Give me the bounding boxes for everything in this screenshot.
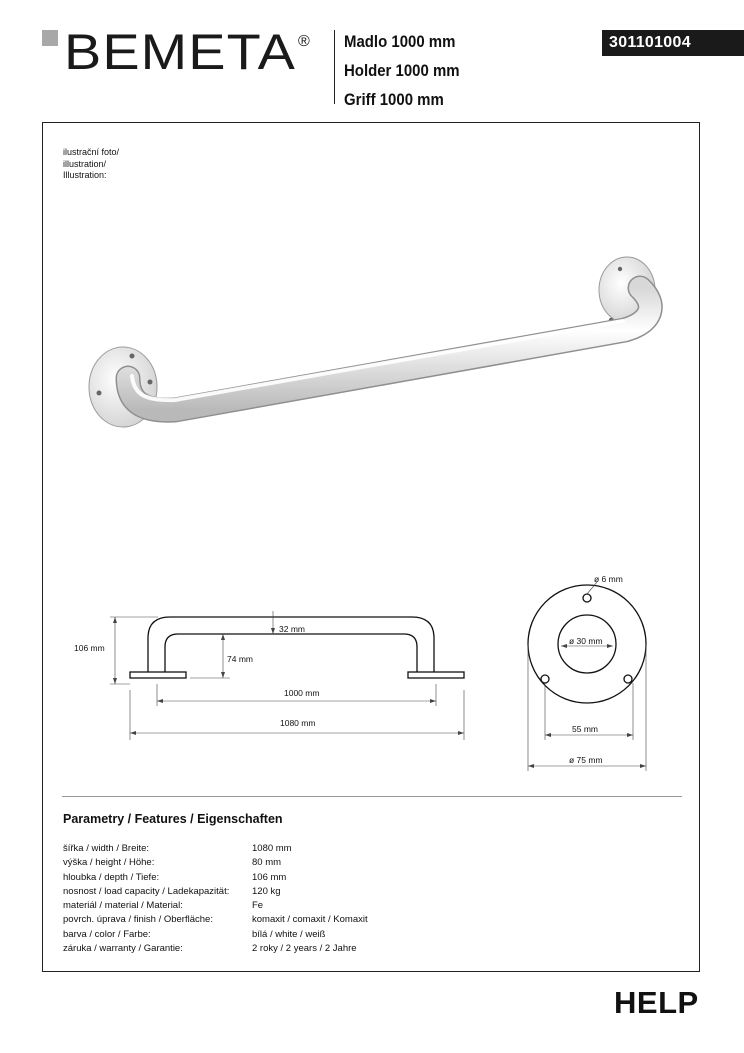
spec-row bbox=[63, 942, 368, 956]
title-en: Holder 1000 mm bbox=[344, 61, 460, 80]
dim-total-width: 1080 mm bbox=[280, 718, 316, 728]
header-divider bbox=[334, 30, 335, 104]
side-view-drawing bbox=[60, 600, 480, 750]
spec-row bbox=[63, 856, 368, 870]
spec-value: bílá / white / weiß bbox=[252, 928, 326, 940]
registered-mark: ® bbox=[298, 33, 310, 50]
dim-inner-height: 74 mm bbox=[227, 654, 253, 664]
features-table bbox=[63, 842, 368, 956]
dim-outer-diameter: ø 75 mm bbox=[569, 755, 603, 765]
spec-row bbox=[63, 899, 368, 913]
spec-key: hloubka / depth / Tiefe: bbox=[63, 871, 160, 883]
spec-key: nosnost / load capacity / Ladekapazität: bbox=[63, 885, 230, 897]
spec-value: Fe bbox=[252, 900, 264, 912]
product-illustration bbox=[80, 250, 670, 440]
title-de: Griff 1000 mm bbox=[344, 90, 444, 109]
illustration-note bbox=[63, 147, 119, 182]
series-name: HELP bbox=[614, 985, 699, 1020]
spec-row bbox=[63, 871, 368, 885]
spec-key: povrch. úprava / finish / Oberfläche: bbox=[63, 914, 213, 926]
title-cz: Madlo 1000 mm bbox=[344, 32, 456, 51]
illustration-note-en: illustration/ bbox=[63, 158, 107, 169]
dim-hole-spacing: 55 mm bbox=[572, 724, 598, 734]
plate-view-drawing bbox=[515, 565, 675, 780]
dim-hole: ø 6 mm bbox=[594, 574, 623, 584]
spec-key: materiál / material / Material: bbox=[63, 900, 183, 912]
spec-key: barva / color / Farbe: bbox=[63, 928, 151, 940]
brand-wordmark: BEMETA bbox=[64, 26, 296, 74]
spec-value: 2 roky / 2 years / 2 Jahre bbox=[252, 943, 357, 955]
product-titles bbox=[344, 27, 460, 114]
spec-value: 1080 mm bbox=[252, 843, 292, 854]
spec-value: 106 mm bbox=[252, 871, 287, 883]
spec-key: výška / height / Höhe: bbox=[63, 857, 155, 869]
illustration-note-cz: ilustrační foto/ bbox=[63, 147, 120, 157]
spec-key: záruka / warranty / Garantie: bbox=[63, 943, 183, 955]
spec-value: 120 kg bbox=[252, 885, 281, 897]
illustration-note-de: Illustration: bbox=[63, 170, 107, 180]
spec-row bbox=[63, 913, 368, 927]
spec-row bbox=[63, 928, 368, 942]
spec-value: komaxit / comaxit / Komaxit bbox=[252, 914, 368, 926]
dim-inner-diameter: ø 30 mm bbox=[569, 636, 603, 646]
product-code: 301101004 bbox=[602, 30, 744, 56]
spec-value: 80 mm bbox=[252, 857, 282, 869]
spec-row bbox=[63, 885, 368, 899]
bemeta-logo bbox=[42, 26, 332, 74]
dim-height: 106 mm bbox=[74, 643, 105, 653]
spec-key: šířka / width / Breite: bbox=[63, 843, 150, 854]
section-divider bbox=[62, 796, 682, 797]
features-title: Parametry / Features / Eigenschaften bbox=[63, 812, 283, 826]
dim-span: 1000 mm bbox=[284, 688, 320, 698]
dim-tube-gap: 32 mm bbox=[279, 624, 305, 634]
spec-row bbox=[63, 842, 368, 856]
